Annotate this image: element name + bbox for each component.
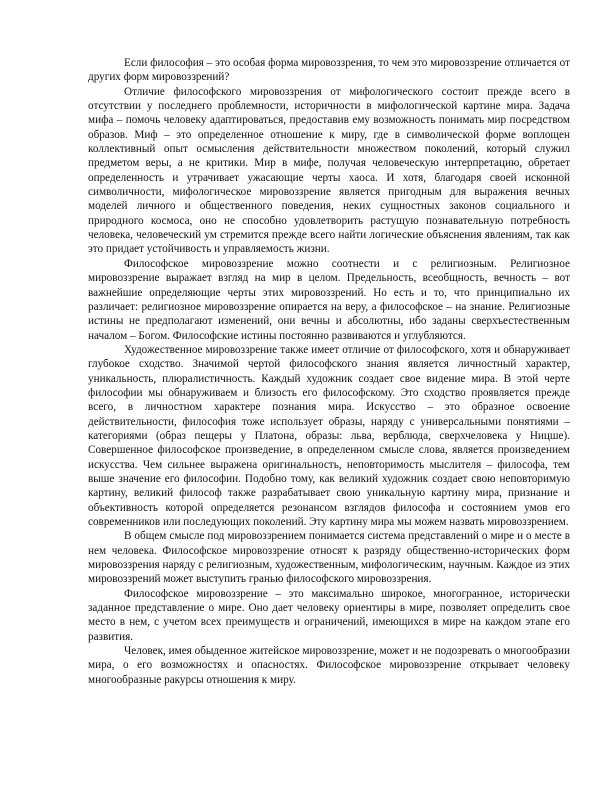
paragraph-7: Человек, имея обыденное житейское мировоззрение, может и не подозревать о многообразии мира, о его возможностях и опасностях. Философское мировоззрение открывает человеку многообразные ракурсы отношения к миру. bbox=[88, 645, 571, 686]
paragraph-2: Отличие философского мировоззрения от мифологического состоит прежде всего в отсутствии у последнего проблемности, историчности в мифологической картине мира. Задача мифа – помочь человеку адаптироваться, предоставив ему возможность понимать мир посредством образов. Миф – это определенное отношение к миру, где в символической форме воплощен коллективный опыт осмысления действительности множеством поколений, который служил предметом веры, а не критики. Мир в мифе, получая человеческую интерпретацию, обретает определенность и утрачивает ужасающие черты хаоса. И хотя, благодаря своей исконной символичности, мифологическое мировоззрение является пригодным для выражения вечных моделей личного и общественного поведения, неких сущностных законов социального и природного космоса, оно не способно удовлетворить растущую познавательную потребность человека, человеческий ум стремится прежде всего найти логические объяснения явлениям, так как это придает устойчивость и управляемость жизни. bbox=[88, 85, 570, 256]
paragraph-3: Философское мировоззрение можно соотнести и с религиозным. Религиозное мировоззрение выражает взгляд на мир в целом. Предельность, всеобщность, вечность – вот важнейшие определяющие черты этих мировоззрений. Но есть и то, что принципиально их различает: религиозное мировоззрение опирается на веру, а философское – на знание. Религиозные истины не предполагают изменений, они вечны и абсолютны, ибо заданы сверхъестественным началом – Богом. Философские истины постоянно развиваются и углубляются. bbox=[88, 257, 570, 342]
document-page bbox=[88, 56, 570, 687]
paragraph-4: Художественное мировоззрение также имеет отличие от философского, хотя и обнаруживает глубокое сходство. Значимой чертой философского знания является личностный характер, уникальность, плюралистичность. Каждый художник создает свое видение мира. В этой черте философии мы обнаруживаем и близость его философскому. Это сходство проявляется прежде всего, в личностном характере познания мира. Искусство – это образное освоение действительности, философия тоже использует образы, наряду с универсальными понятиями – категориями (образ пещеры у Платона, образы: льва, верблюда, сверхчеловека у Ницше). Совершенное философское произведение, в определенном смысле слова, является произведением искусства. Чем сильнее выражена оригинальность, неповторимость мыслителя – философа, тем выше значение его философии. Подобно тому, как великий художник создает свою неповторимую картину, великий философ также разрабатывает свою уникальную картину мира, признание и объективность которой определяется резонансом взглядов философа и состоянием умов его современников или последующих поколений. Эту картину мира мы можем назвать мировоззрением. bbox=[88, 343, 570, 528]
paragraph-1: Если философия – это особая форма мировоззрения, то чем это мировоззрение отличается от других форм мировоззрений? bbox=[88, 57, 570, 84]
paragraph-5: В общем смысле под мировоззрением понимается система представлений о мире и о месте в нем человека. Философское мировоззрение относят к разряду общественно-исторических форм мировоззрения наряду с религиозным, художественным, мифологическим, научным. Каждое из этих мировоззрений может выступить гранью философского мировоззрения. bbox=[88, 530, 570, 586]
paragraph-6: Философское мировоззрение – это максимально широкое, многогранное, исторически заданное представление о мире. Оно дает человеку ориентиры в мире, позволяет определить свое место в нем, с учетом всех преимуществ и ограничений, имеющихся в мире на каждом этапе его развития. bbox=[88, 587, 570, 643]
